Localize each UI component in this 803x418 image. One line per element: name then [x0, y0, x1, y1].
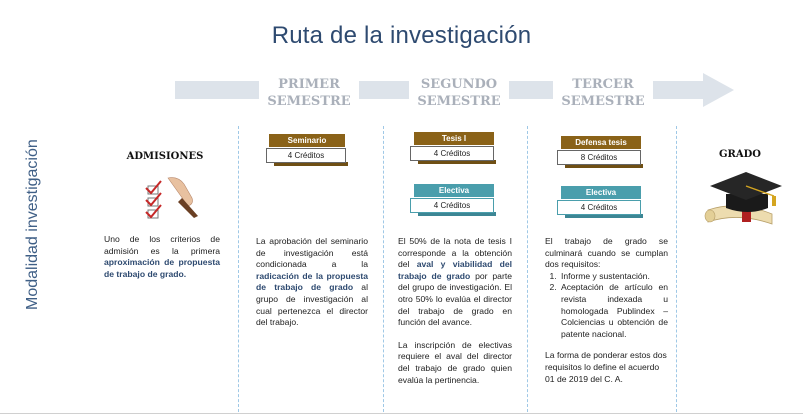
defensa-text: El trabajo de grado se culminará cuando se cumplan dos requisitos: 1. Informe y sustentación. 2. Aceptación de artículo en revista indexada u homologada Publindex – Colciencias u obtención de patente nacional. La forma de ponderar estos dos requisitos lo define el acuerdo 01 de 2019 del C. A. [545, 236, 668, 385]
semester-3-label: TERCER SEMESTRE [553, 75, 653, 111]
electiva-3-pill: Electiva [561, 186, 641, 199]
tesis-credits: 4 Créditos [410, 146, 494, 161]
graduation-cap-icon [702, 166, 786, 232]
admissions-heading: ADMISIONES [126, 151, 204, 162]
separator-3 [527, 126, 528, 412]
electiva-2-pill: Electiva [414, 184, 494, 197]
seminario-credits: 4 Créditos [266, 148, 346, 163]
requirement-1: 1. Informe y sustentación. [559, 271, 668, 283]
separator-2 [383, 126, 384, 412]
requirements-list [545, 271, 668, 341]
checklist-icon [142, 172, 202, 222]
defensa-pill: Defensa tesis [561, 136, 641, 149]
tesis-pill: Tesis I [414, 132, 494, 145]
seminario-pill: Seminario [269, 134, 345, 147]
seminario-text: La aprobación del seminario de investigación está condicionada a la radicación de la propuesta de trabajo de grado al grupo de investigación al cual pertenezca el director del trabajo. [256, 236, 368, 328]
defensa-credits: 8 Créditos [557, 150, 641, 165]
requirement-2: 2. Aceptación de artículo en revista indexada u homologada Publindex – Colciencias u obtención de patente nacional. [559, 282, 668, 340]
admissions-text: Uno de los criterios de admisión es la primera aproximación de propuesta de trabajo de grado. [104, 234, 220, 279]
semester-1-label: PRIMER SEMESTRE [259, 75, 359, 111]
side-label: Modalidad investigación [24, 139, 41, 310]
bottom-rule [0, 413, 803, 414]
separator-1 [238, 126, 239, 412]
separator-4 [676, 126, 677, 412]
tesis-text: El 50% de la nota de tesis I corresponde a la obtención del aval y viabilidad del trabajo de grado por parte del grupo de investigación. El otro 50% lo evalúa el director del trabajo de grado en función del avance. La inscripción de electivas requiere el aval del director del trabajo de grado quien evalúa la pertinencia. [398, 236, 512, 385]
semester-2-label: SEGUNDO SEMESTRE [409, 75, 509, 111]
electiva-2-credits: 4 Créditos [410, 198, 494, 213]
page-title: Ruta de la investigación [271, 22, 532, 49]
electiva-3-credits: 4 Créditos [557, 200, 641, 215]
grado-heading: GRADO [719, 149, 761, 160]
